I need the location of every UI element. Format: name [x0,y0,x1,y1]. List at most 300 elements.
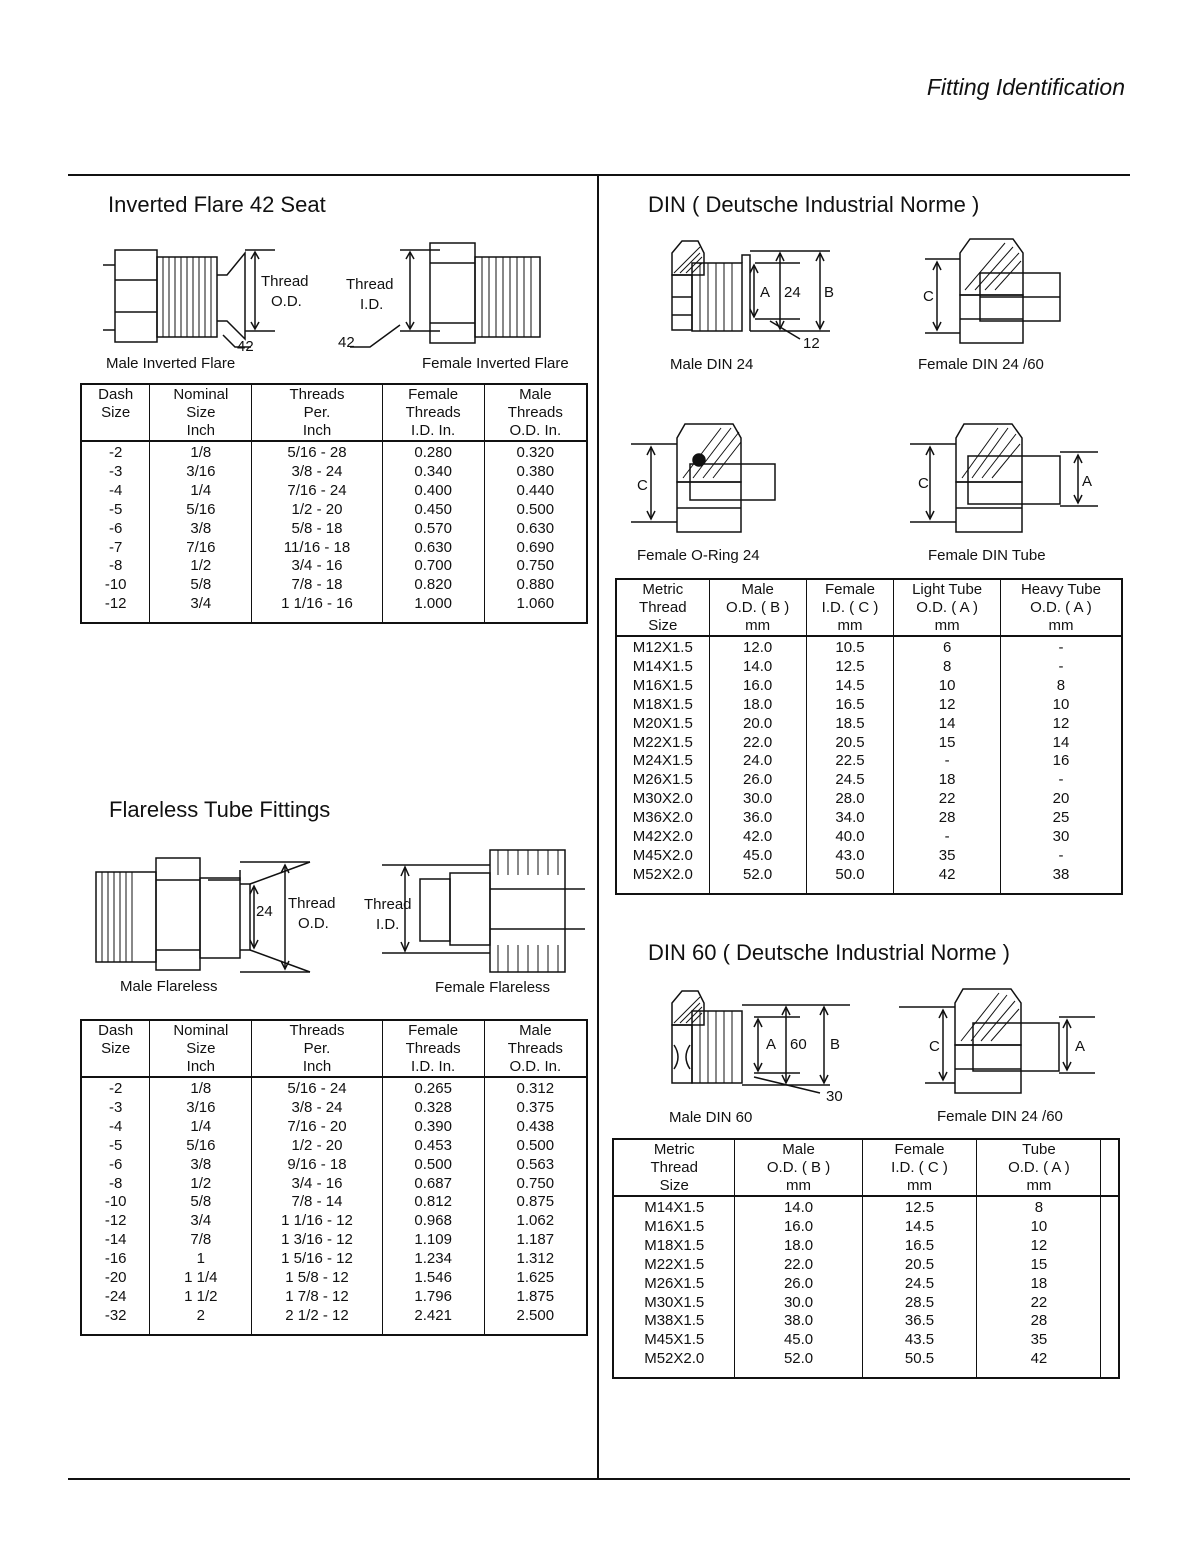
table-cell: 0.563 [484,1156,587,1175]
column-header [81,1020,150,1077]
table-cell: 16.5 [806,696,894,715]
table-cell: 0.630 [484,520,587,539]
table-cell: 18.0 [709,696,806,715]
table-cell: 12.5 [806,658,894,677]
table-cell: 9/16 - 18 [252,1156,382,1175]
column-header-line: Threads [507,1040,563,1057]
table-cell: 1.187 [484,1231,587,1250]
table-cell: -32 [81,1307,150,1335]
table-cell: 42 [977,1350,1101,1378]
table-cell [1101,1196,1119,1218]
table-cell: 30 [1000,828,1122,847]
table-cell: 7/8 [150,1231,252,1250]
table-cell: 1 [150,1250,252,1269]
table-cell: -8 [81,1175,150,1194]
table-row [81,1077,587,1099]
table-cell [1101,1275,1119,1294]
table-cell: 22.0 [709,734,806,753]
table-cell: 3/8 - 24 [252,1099,382,1118]
male-din24-12: 12 [803,335,820,352]
table-cell: 30.0 [709,790,806,809]
table-row [613,1275,1119,1294]
column-header-line: Female [824,581,875,598]
table-cell: M36X2.0 [616,809,709,828]
table-cell: -3 [81,463,150,482]
table-cell: 1.875 [484,1288,587,1307]
table-cell: 50.0 [806,866,894,894]
table-cell: 18.5 [806,715,894,734]
column-header [862,1139,977,1196]
table-cell: 20 [1000,790,1122,809]
column-header-line [1103,1177,1116,1195]
table-row [616,636,1122,658]
female-din60-c: C [929,1038,940,1055]
column-header-line: Inch [302,1058,332,1075]
table-cell: 0.820 [382,576,484,595]
table-row [613,1256,1119,1275]
table-cell: 1.000 [382,595,484,623]
table-cell: M18X1.5 [616,696,709,715]
table-cell: 0.280 [382,441,484,463]
column-header-line: Size [648,617,678,634]
table-cell: 12 [1000,715,1122,734]
table-row [613,1196,1119,1218]
female-flareless-thread-label: Thread [364,896,412,913]
table-cell: 22.5 [806,752,894,771]
din-table [615,578,1123,895]
table-row [81,482,587,501]
female-flareless-label: Female Flareless [435,979,551,996]
column-header-line: Inch [186,1058,216,1075]
table-cell: 14 [894,715,1001,734]
table-cell: 1/2 [150,1175,252,1194]
table-cell: M24X1.5 [616,752,709,771]
table-cell: 0.265 [382,1077,484,1099]
table-cell: 45.0 [735,1331,862,1350]
column-header-line: Metric [642,581,684,598]
table-cell: 28 [977,1312,1101,1331]
flareless-title: Flareless Tube Fittings [109,797,331,822]
table-row [81,1212,587,1231]
table-cell: 0.453 [382,1137,484,1156]
column-header-line: Tube [1022,1141,1056,1158]
table-cell: 43.0 [806,847,894,866]
table-cell: 7/16 - 24 [252,482,382,501]
table-cell: M26X1.5 [616,771,709,790]
column-header [382,384,484,441]
column-header-line [1103,1159,1116,1177]
table-cell: 3/16 [150,1099,252,1118]
female-flare-thread-label: Thread [346,276,394,293]
table-cell: M45X2.0 [616,847,709,866]
column-header-line: Male [741,581,774,598]
table-cell: -5 [81,501,150,520]
column-header-line: O.D. ( A ) [1030,599,1092,616]
column-header-line: I.D. ( C ) [891,1159,948,1176]
table-cell: 0.400 [382,482,484,501]
table-cell [1101,1331,1119,1350]
column-header-line: Size [186,1040,216,1057]
table-cell: 3/8 - 24 [252,463,382,482]
female-flareless-id-label: I.D. [376,916,400,933]
male-flareless-label: Male Flareless [120,978,218,995]
male-flareless-thread-label: Thread [288,895,336,912]
table-cell: 20.5 [862,1256,977,1275]
table-cell: 0.700 [382,557,484,576]
table-cell: 14.0 [735,1196,862,1218]
table-cell: 12.0 [709,636,806,658]
table-cell: 42.0 [709,828,806,847]
column-header-line: O.D. In. [509,422,562,439]
male-din60-b: B [830,1036,841,1053]
table-cell: 1 1/16 - 12 [252,1212,382,1231]
column-header [252,1020,382,1077]
table-cell [1101,1350,1119,1378]
table-cell: 5/8 [150,1193,252,1212]
table-cell: -3 [81,1099,150,1118]
table-row [616,771,1122,790]
column-header-line: O.D. ( A ) [1008,1159,1070,1176]
din-title: DIN ( Deutsche Industrial Norme ) [648,192,980,217]
table-cell: 0.630 [382,539,484,558]
column-header [484,1020,587,1077]
table-cell: 16 [1000,752,1122,771]
table-cell: M18X1.5 [613,1237,735,1256]
column-header [735,1139,862,1196]
table-cell: 3/4 [150,595,252,623]
male-din60-drawing [660,985,860,1105]
table-cell: M22X1.5 [613,1256,735,1275]
female-din-tube-drawing [898,420,1108,540]
table-cell: 0.750 [484,1175,587,1194]
table-cell: M26X1.5 [613,1275,735,1294]
male-inverted-flare-label: Male Inverted Flare [106,355,236,372]
table-row [616,847,1122,866]
table-cell: 0.687 [382,1175,484,1194]
table-cell: 34.0 [806,809,894,828]
table-cell: 1 3/16 - 12 [252,1231,382,1250]
table-cell: 2 [150,1307,252,1335]
flareless-table [80,1019,588,1336]
table-cell: 30.0 [735,1294,862,1313]
column-header [81,384,150,441]
table-cell: 0.690 [484,539,587,558]
table-cell: 0.500 [484,1137,587,1156]
table-row [613,1350,1119,1378]
column-header-line: O.D. ( A ) [916,599,978,616]
female-din-tube-label: Female DIN Tube [928,547,1046,564]
female-din60-label: Female DIN 24 /60 [937,1108,1063,1125]
table-cell: - [1000,771,1122,790]
table-cell: 15 [977,1256,1101,1275]
column-header [616,579,709,636]
table-row [613,1312,1119,1331]
table-cell: M22X1.5 [616,734,709,753]
table-cell: 1.796 [382,1288,484,1307]
female-flareless-drawing [360,845,590,975]
table-cell: 1 1/2 [150,1288,252,1307]
table-row [81,1269,587,1288]
column-header-line: Threads [405,404,461,421]
column-header [806,579,894,636]
table-cell: 18 [977,1275,1101,1294]
din60-table [612,1138,1120,1379]
table-cell: 12.5 [862,1196,977,1218]
column-header-line: Dash [98,386,134,403]
table-cell: 36.0 [709,809,806,828]
column-header-line: Size [101,1040,131,1057]
table-cell: 1.546 [382,1269,484,1288]
column-header-line: Threads [507,404,563,421]
table-cell: -10 [81,1193,150,1212]
table-cell: -20 [81,1269,150,1288]
din60-title: DIN 60 ( Deutsche Industrial Norme ) [648,940,1010,965]
table-cell: 8 [1000,677,1122,696]
table-cell: M16X1.5 [613,1218,735,1237]
table-cell: M30X1.5 [613,1294,735,1313]
table-cell: 22 [977,1294,1101,1313]
table-cell: 0.750 [484,557,587,576]
table-cell: -12 [81,595,150,623]
table-cell: - [894,828,1001,847]
table-cell: 26.0 [709,771,806,790]
column-header-line: mm [934,617,960,634]
table-row [613,1237,1119,1256]
column-header-line: Male [519,1022,552,1039]
table-cell: 0.380 [484,463,587,482]
column-header-line: O.D. ( B ) [725,599,790,616]
table-cell: M14X1.5 [616,658,709,677]
table-cell: M16X1.5 [616,677,709,696]
bottom-rule [68,1478,1130,1480]
column-header-line: Size [659,1177,689,1194]
table-row [613,1331,1119,1350]
table-row [81,1231,587,1250]
female-din-tube-c: C [918,475,929,492]
table-cell: 38.0 [735,1312,862,1331]
column-header-line: Size [101,404,131,421]
table-cell: 0.500 [382,1156,484,1175]
table-cell: 14.0 [709,658,806,677]
table-cell: 5/16 - 24 [252,1077,382,1099]
column-header [252,384,382,441]
table-cell: 1 7/8 - 12 [252,1288,382,1307]
column-header-line: O.D. In. [509,1058,562,1075]
table-cell: 8 [977,1196,1101,1218]
table-cell: 12 [894,696,1001,715]
table-cell: 0.880 [484,576,587,595]
table-cell: -8 [81,557,150,576]
table-cell: 42 [894,866,1001,894]
table-cell: 1 5/8 - 12 [252,1269,382,1288]
table-cell: -12 [81,1212,150,1231]
table-row [616,790,1122,809]
table-row [81,576,587,595]
female-din60-a: A [1075,1038,1086,1055]
column-header-line: Nominal [173,386,229,403]
table-cell: 5/16 [150,1137,252,1156]
table-row [616,866,1122,894]
table-row [81,501,587,520]
table-cell: 52.0 [735,1350,862,1378]
column-header-line: Male [519,386,552,403]
table-cell: 3/16 [150,463,252,482]
table-cell: -6 [81,520,150,539]
column-header [709,579,806,636]
table-cell: -16 [81,1250,150,1269]
table-cell: 0.438 [484,1118,587,1137]
table-cell: 5/8 [150,576,252,595]
column-header-line: Size [186,404,216,421]
column-header-line: Metric [653,1141,695,1158]
table-cell: 16.0 [709,677,806,696]
male-din24-a: A [760,284,771,301]
table-cell: 1.234 [382,1250,484,1269]
table-cell: 1/2 - 20 [252,501,382,520]
table-cell: 7/8 - 14 [252,1193,382,1212]
table-cell: 1/4 [150,1118,252,1137]
table-cell: - [894,752,1001,771]
column-header-line: mm [837,617,863,634]
column-header-line: mm [745,617,771,634]
column-header-line: Threads [289,386,345,403]
male-din24-drawing [660,235,860,355]
male-flare-thread-label: Thread [261,273,309,290]
table-cell: 10 [1000,696,1122,715]
table-cell: -24 [81,1288,150,1307]
female-din2460-c: C [923,288,934,305]
column-header-line [84,1058,147,1076]
table-row [81,1288,587,1307]
table-row [81,1118,587,1137]
table-cell: 5/8 - 18 [252,520,382,539]
column-header [484,384,587,441]
column-header [150,1020,252,1077]
table-cell: 14.5 [862,1218,977,1237]
table-cell: -10 [81,576,150,595]
table-cell: 1.312 [484,1250,587,1269]
column-header-line [1103,1141,1116,1159]
table-cell: 3/8 [150,520,252,539]
male-din24-label: Male DIN 24 [670,356,754,373]
column-header [1101,1139,1119,1196]
male-flare-od-label: O.D. [271,293,302,310]
table-cell: 0.450 [382,501,484,520]
column-header-line: O.D. ( B ) [766,1159,831,1176]
column-header-line: I.D. ( C ) [821,599,879,616]
male-din24-b: B [824,284,835,301]
table-cell: 35 [977,1331,1101,1350]
column-header-line: Per. [303,404,331,421]
table-row [81,520,587,539]
table-cell: 16.5 [862,1237,977,1256]
table-row [616,658,1122,677]
column-header-line: Inch [302,422,332,439]
table-cell: 24.0 [709,752,806,771]
female-flare-id-label: I.D. [360,296,384,313]
table-row [81,1307,587,1335]
table-cell: M52X2.0 [616,866,709,894]
table-cell: 1/8 [150,441,252,463]
table-row [616,828,1122,847]
table-cell: M30X2.0 [616,790,709,809]
table-row [81,539,587,558]
table-cell: 10 [977,1218,1101,1237]
female-flare-angle: 42 [338,334,355,351]
column-header-line: mm [907,1177,933,1194]
table-cell: - [1000,847,1122,866]
table-cell: 0.320 [484,441,587,463]
column-header-line: Heavy Tube [1020,581,1101,598]
male-din60-label: Male DIN 60 [669,1109,753,1126]
column-header-line: I.D. In. [411,422,456,439]
female-inverted-flare-drawing [330,235,560,360]
table-row [81,557,587,576]
table-cell [1101,1256,1119,1275]
table-cell: 3/4 - 16 [252,557,382,576]
table-cell: 18 [894,771,1001,790]
table-cell: M45X1.5 [613,1331,735,1350]
column-header-line: Female [894,1141,945,1158]
table-cell: -4 [81,1118,150,1137]
female-din2460-60-drawing [895,985,1105,1105]
table-row [613,1218,1119,1237]
table-cell: 3/4 [150,1212,252,1231]
female-oring24-c: C [637,477,648,494]
table-row [81,1099,587,1118]
male-din60-30: 30 [826,1088,843,1105]
table-row [616,752,1122,771]
male-din60-angle: 60 [790,1036,807,1053]
table-row [613,1294,1119,1313]
column-header-line: mm [1026,1177,1052,1194]
table-row [616,696,1122,715]
table-cell: 0.375 [484,1099,587,1118]
inverted-flare-table [80,383,588,624]
column-header-line: Male [782,1141,815,1158]
table-cell: 45.0 [709,847,806,866]
table-cell: 26.0 [735,1275,862,1294]
table-cell: 1 1/16 - 16 [252,595,382,623]
page-header: Fitting Identification [926,74,1125,100]
table-cell: 1.625 [484,1269,587,1288]
table-cell: 52.0 [709,866,806,894]
table-cell: 28.5 [862,1294,977,1313]
table-cell: 0.328 [382,1099,484,1118]
table-cell: M52X2.0 [613,1350,735,1378]
table-cell: -5 [81,1137,150,1156]
table-cell: -14 [81,1231,150,1250]
female-inverted-flare-label: Female Inverted Flare [422,355,569,372]
column-header [977,1139,1101,1196]
table-cell: M20X1.5 [616,715,709,734]
table-cell: 0.812 [382,1193,484,1212]
table-cell: 16.0 [735,1218,862,1237]
column-header-line: I.D. In. [411,1058,456,1075]
table-cell: 25 [1000,809,1122,828]
table-cell: 10.5 [806,636,894,658]
table-row [81,1137,587,1156]
center-divider [597,174,599,1480]
table-cell: 1/2 [150,557,252,576]
table-cell: 50.5 [862,1350,977,1378]
male-inverted-flare-drawing [95,235,335,360]
table-cell: 1.060 [484,595,587,623]
table-cell [1101,1218,1119,1237]
table-row [616,809,1122,828]
table-cell: 0.875 [484,1193,587,1212]
table-cell: 2 1/2 - 12 [252,1307,382,1335]
